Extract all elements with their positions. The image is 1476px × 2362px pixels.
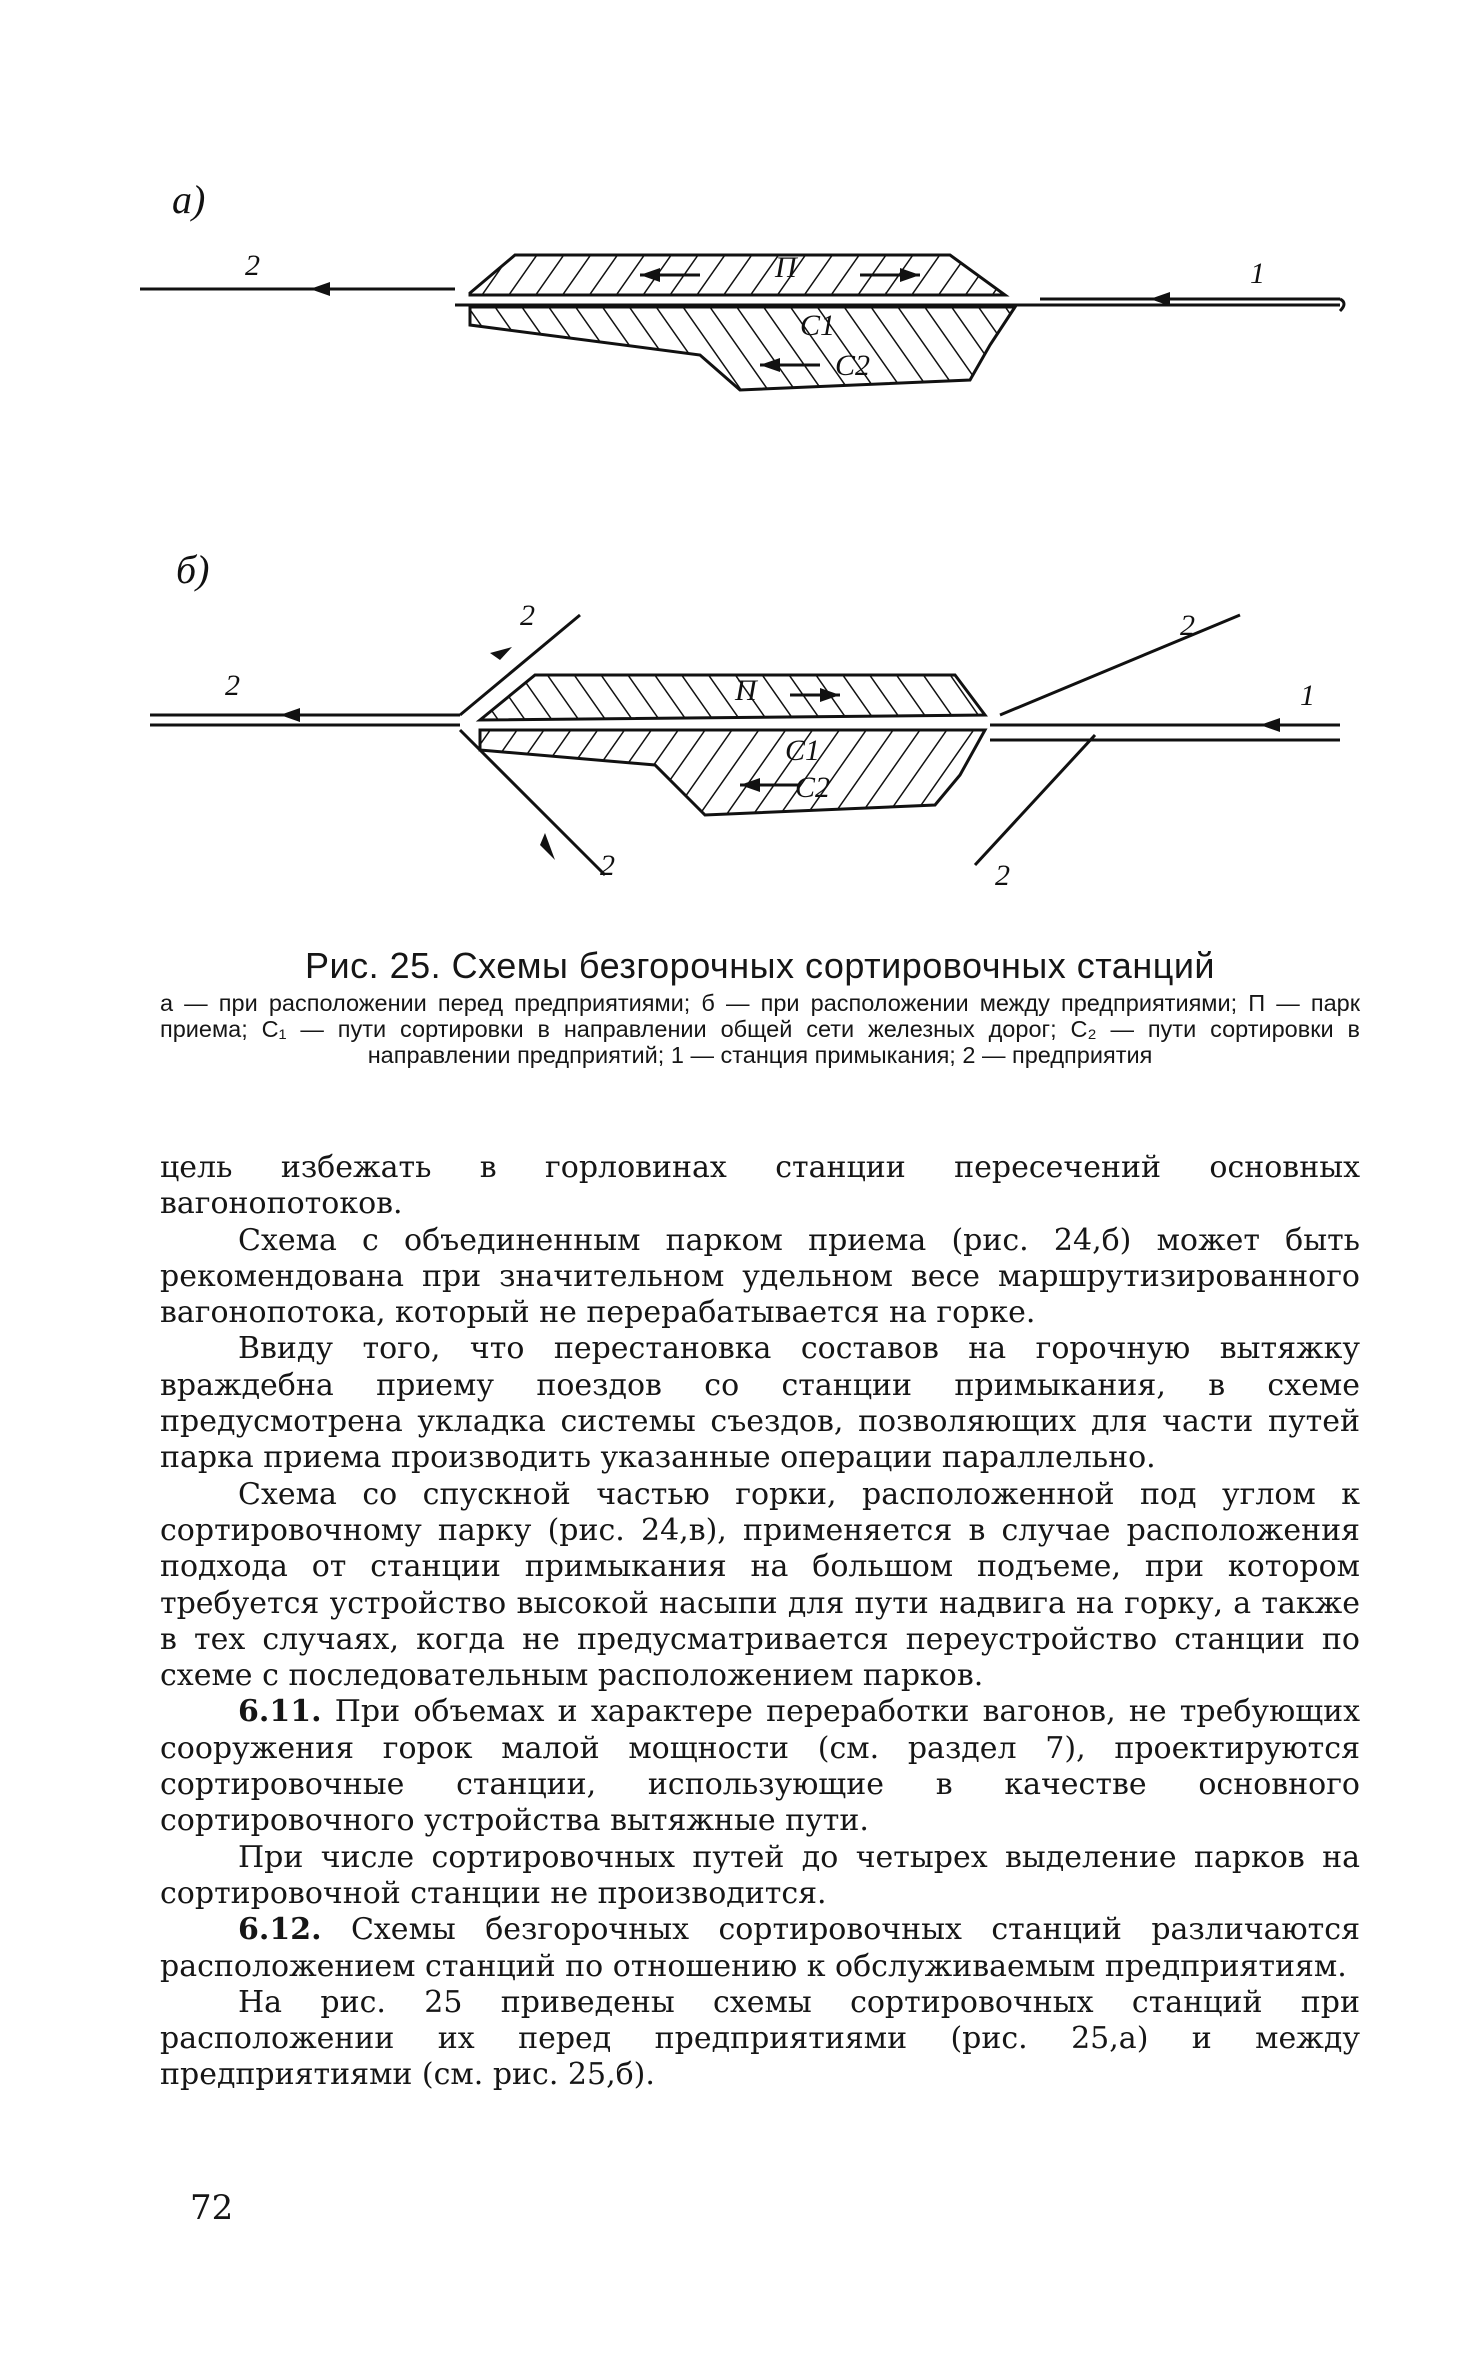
label-park-a: П [775, 251, 797, 284]
paragraph: цель избежать в горловинах станции пересечений основных вагонопотоков. [160, 1150, 1360, 1222]
paragraph: Ввиду того, что перестановка составов на горочную вытяжку враждебна приему поездов со станции примыкания, в схеме предусмотрена укладка системы съездов, позволяющих для части путей парка приема производить указанные операции параллельно. [160, 1331, 1360, 1476]
paragraph: Схема с объединенным парком приема (рис. 24,б) может быть рекомендована при значительном удельном весе маршрутизированного вагонопотока, который не перерабатывается на горке. [160, 1222, 1360, 1331]
diagram-a [0, 215, 1476, 445]
paragraph: При числе сортировочных путей до четырех выделение парков на сортировочной станции не производится. [160, 1839, 1360, 1911]
body-text [160, 1150, 1360, 2094]
label-station-a: 1 [1250, 257, 1265, 290]
figure-part-a-label: а) [172, 177, 206, 222]
section-number: 6.12. [238, 1912, 322, 1948]
label-enterprise-b-right-top: 2 [1180, 609, 1195, 642]
figure-caption-title: Рис. 25. Схемы безгорочных сортировочных станций [304, 945, 1216, 986]
label-enterprise-b-top: 2 [520, 599, 535, 632]
label-enterprise-a: 2 [245, 249, 260, 282]
figure-caption-legend: а — при расположении перед предприятиями; б — при расположении между предприятиями; П — парк приема; C₁ — пути сортировки в направлении общей сети железных дорог; C₂ — пути сортировки в направлении предприятий; 1 — станция примыкания; 2 — предприятия [160, 990, 1360, 1068]
label-c1-a: C1 [800, 309, 836, 342]
paragraph-text: При объемах и характере переработки вагонов, не требующих сооружения горок малой мощности (см. раздел 7), проектируются сортировочные станции, использующие в качестве основного сортировочного устройства вытяжные пути. [160, 1694, 1360, 1839]
label-station-b: 1 [1300, 679, 1315, 712]
paragraph: Схема со спускной частью горки, расположенной под углом к сортировочному парку (рис. 24,в), применяется в случае расположения подхода от станции примыкания на большом подъеме, при котором требуется устройство высокой насыпи для пути надвига на горку, а также в тех случаях, когда не предусматривается переустройство станции по схеме с последовательным расположением парков. [160, 1476, 1360, 1694]
label-c2-a: C2 [835, 349, 871, 382]
diagram-b [0, 585, 1476, 915]
label-enterprise-b-right-bottom: 2 [995, 859, 1010, 892]
label-c1-b: C1 [785, 734, 821, 767]
paragraph: На рис. 25 приведены схемы сортировочных станций при расположении их перед предприятиями (рис. 25,а) и между предприятиями (см. рис. 25,б). [160, 1984, 1360, 2093]
label-enterprise-b-bottom: 2 [600, 849, 615, 882]
paragraph-6-11 [160, 1694, 1360, 1839]
label-c2-b: C2 [795, 771, 831, 804]
park-p-a [310, 255, 1170, 390]
paragraph-text: Схемы безгорочных сортировочных станций различаются расположением станций по отношению к обслуживаемым предприятиям. [160, 1912, 1360, 1984]
page-number: 72 [190, 2188, 234, 2228]
label-enterprise-b-left: 2 [225, 669, 240, 702]
figure-part-b-label: б) [176, 547, 210, 592]
label-park-b: П [735, 674, 757, 707]
paragraph-6-12 [160, 1912, 1360, 1985]
section-number: 6.11. [238, 1694, 322, 1730]
park-p-b [280, 647, 1280, 860]
